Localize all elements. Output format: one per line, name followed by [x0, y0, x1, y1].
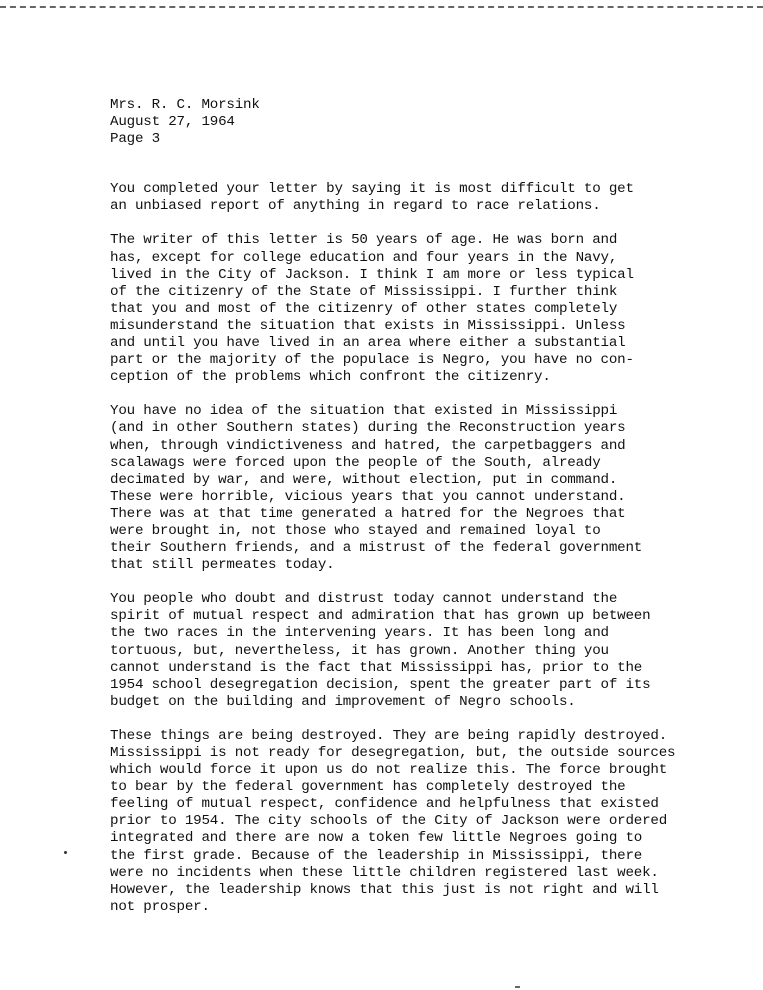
paragraph-line: spirit of mutual respect and admiration that has grown up between [110, 608, 651, 625]
paragraph-line: part or the majority of the populace is Negro, you have no con- [110, 352, 634, 369]
paragraph-line: integrated and there are now a token few little Negroes going to [110, 830, 643, 847]
letter-header [110, 97, 740, 148]
paragraph-line: ception of the problems which confront the citizenry. [110, 369, 551, 386]
paragraph-line: decimated by war, and were, without election, put in command. [110, 471, 618, 488]
letter-paragraph [110, 728, 740, 916]
recipient-line: Mrs. R. C. Morsink [110, 97, 260, 113]
paragraph-line: (and in other Southern states) during the Reconstruction years [110, 420, 626, 437]
page-number-line: Page 3 [110, 131, 160, 148]
paragraph-line: which would force it upon us do not realize this. The force brought [110, 762, 668, 779]
paragraph-line: However, the leadership knows that this just is not right and will [110, 881, 659, 898]
paragraph-line: tortuous, but, nevertheless, it has grown. Another thing you [110, 642, 609, 659]
paragraph-line: that you and most of the citizenry of other states completely [110, 300, 618, 317]
paragraph-line: were brought in, not those who stayed and remained loyal to [110, 522, 601, 539]
paragraph-line: the first grade. Because of the leadership in Mississippi, there [110, 847, 643, 864]
paragraph-line: were no incidents when these little children registered last week. [110, 864, 659, 881]
paragraph-line: You completed your letter by saying it is most difficult to get [110, 181, 634, 198]
letter-paragraph [110, 181, 740, 215]
paragraph-line: budget on the building and improvement of Negro schools. [110, 693, 576, 710]
letter-body [110, 181, 740, 916]
paragraph-line: lived in the City of Jackson. I think I am more or less typical [110, 266, 634, 283]
paragraph-line: These things are being destroyed. They are being rapidly destroyed. [110, 727, 668, 744]
paragraph-line: an unbiased report of anything in regard to race relations. [110, 198, 601, 215]
letter-paragraph [110, 232, 740, 386]
paragraph-line: Mississippi is not ready for desegregation, but, the outside sources [110, 745, 676, 761]
paragraph-line: These were horrible, vicious years that you cannot understand. [110, 488, 626, 505]
paragraph-line: The writer of this letter is 50 years of age. He was born and [110, 232, 618, 249]
letter-paragraph [110, 403, 740, 574]
paragraph-line: scalawags were forced upon the people of the South, already [110, 454, 601, 471]
scan-mark [515, 986, 520, 988]
paragraph-line: not prosper. [110, 898, 210, 915]
paragraph-line: of the citizenry of the State of Mississippi. I further think [110, 283, 618, 300]
paragraph-line: 1954 school desegregation decision, spent the greater part of its [110, 676, 651, 693]
paragraph-line: There was at that time generated a hatred for the Negroes that [110, 505, 626, 522]
paragraph-line: feeling of mutual respect, confidence and helpfulness that existed [110, 796, 659, 813]
letter-paragraph [110, 591, 740, 711]
paragraph-line: the two races in the intervening years. It has been long and [110, 625, 609, 642]
paragraph-line: You people who doubt and distrust today cannot understand the [110, 591, 618, 608]
paragraph-line: prior to 1954. The city schools of the City of Jackson were ordered [110, 813, 668, 830]
paragraph-line: their Southern friends, and a mistrust of the federal government [110, 540, 643, 557]
paragraph-line: that still permeates today. [110, 557, 335, 574]
paragraph-line: and until you have lived in an area where either a substantial [110, 335, 626, 352]
date-line: August 27, 1964 [110, 114, 235, 131]
paragraph-line: has, except for college education and four years in the Navy, [110, 249, 618, 266]
top-edge-rule [0, 6, 763, 8]
letter-page [110, 97, 740, 933]
scan-speck [64, 851, 67, 854]
paragraph-line: misunderstand the situation that exists in Mississippi. Unless [110, 317, 626, 334]
paragraph-line: You have no idea of the situation that existed in Mississippi [110, 403, 618, 420]
paragraph-line: to bear by the federal government has completely destroyed the [110, 779, 626, 796]
paragraph-line: cannot understand is the fact that Mississippi has, prior to the [110, 659, 643, 676]
paragraph-line: when, through vindictiveness and hatred, the carpetbaggers and [110, 437, 626, 454]
